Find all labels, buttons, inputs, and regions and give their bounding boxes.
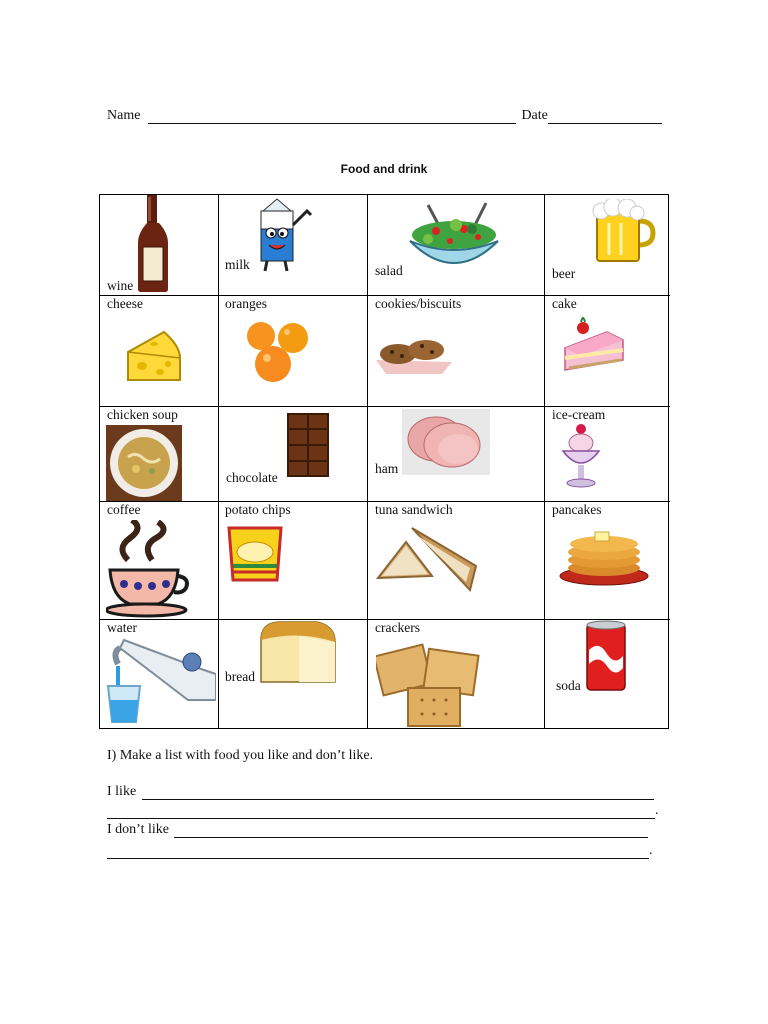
label-cheese: cheese [107,296,143,311]
food-grid [99,194,669,729]
label-crackers: crackers [375,620,420,635]
label-coffee: coffee [107,502,141,517]
cell-ham [368,407,545,502]
label-ham: ham [375,461,399,476]
label-oranges: oranges [225,296,267,311]
label-soda: soda [556,678,581,693]
cell-salad [368,195,545,296]
wine-bottle-icon [136,195,170,293]
label-chicken-soup: chicken soup [107,407,178,422]
date-label: Date [521,108,548,123]
oranges-icon [241,320,313,384]
cell-soda [545,620,670,728]
dislike-field[interactable] [174,823,648,838]
exercise-instruction: I) Make a list with food you like and don’t like. [107,748,374,763]
label-tuna-sandwich: tuna sandwich [375,502,453,517]
label-chocolate: chocolate [226,470,278,485]
name-field[interactable] [148,109,516,124]
page-title: Food and drink [340,162,428,176]
label-cake: cake [552,296,577,311]
crackers-icon [376,640,486,728]
like-field[interactable] [142,785,654,800]
cell-tuna-sandwich [368,502,545,620]
name-label: Name [107,108,141,123]
dislike-label: I don’t like [107,822,169,837]
label-bread: bread [225,669,255,684]
cell-oranges [219,296,368,407]
cell-chocolate [219,407,368,502]
dislike-line-2 [107,843,653,859]
cell-crackers [368,620,545,728]
chips-bag-icon [223,522,287,586]
pancakes-icon [557,524,651,586]
dislike-line [107,822,648,838]
label-wine: wine [107,278,134,293]
cell-cookies [368,296,545,407]
soup-bowl-icon [106,425,182,501]
label-milk: milk [225,257,250,272]
bread-loaf-icon [259,620,337,686]
cell-beer [545,195,670,296]
cell-cheese [100,296,219,407]
water-tap-glass-icon [104,630,216,726]
cell-ice-cream [545,407,670,502]
date-field[interactable] [548,109,662,124]
chocolate-bar-icon [287,413,329,477]
label-water: water [107,620,137,635]
cell-wine [100,195,219,296]
cell-bread [219,620,368,728]
cheese-icon [124,328,184,386]
like-field-2[interactable] [107,804,655,819]
label-pancakes: pancakes [552,502,602,517]
milk-carton-icon [251,197,319,273]
cell-water [100,620,219,728]
name-date-line [107,108,662,124]
cell-potato-chips [219,502,368,620]
dislike-field-2[interactable] [107,844,649,859]
cell-chicken-soup [100,407,219,502]
cell-coffee [100,502,219,620]
dislike-line-end: . [649,843,653,858]
like-line [107,784,654,800]
label-ice-cream: ice-cream [552,407,606,422]
label-cookies: cookies/biscuits [375,296,462,311]
sandwich-icon [376,522,484,592]
cell-pancakes [545,502,670,620]
soda-can-icon [585,620,627,694]
label-potato-chips: potato chips [225,502,291,517]
label-salad: salad [375,263,403,278]
coffee-cup-icon [106,520,190,618]
ice-cream-sundae-icon [561,423,601,489]
salad-bowl-icon [406,201,502,277]
cell-milk [219,195,368,296]
cookies-icon [376,332,452,376]
like-line-end: . [655,803,659,818]
ham-slices-icon [402,409,490,475]
like-line-2 [107,803,659,819]
label-beer: beer [552,266,576,281]
cell-cake [545,296,670,407]
cake-slice-icon [561,314,627,376]
beer-mug-icon [591,199,657,265]
like-label: I like [107,784,137,799]
